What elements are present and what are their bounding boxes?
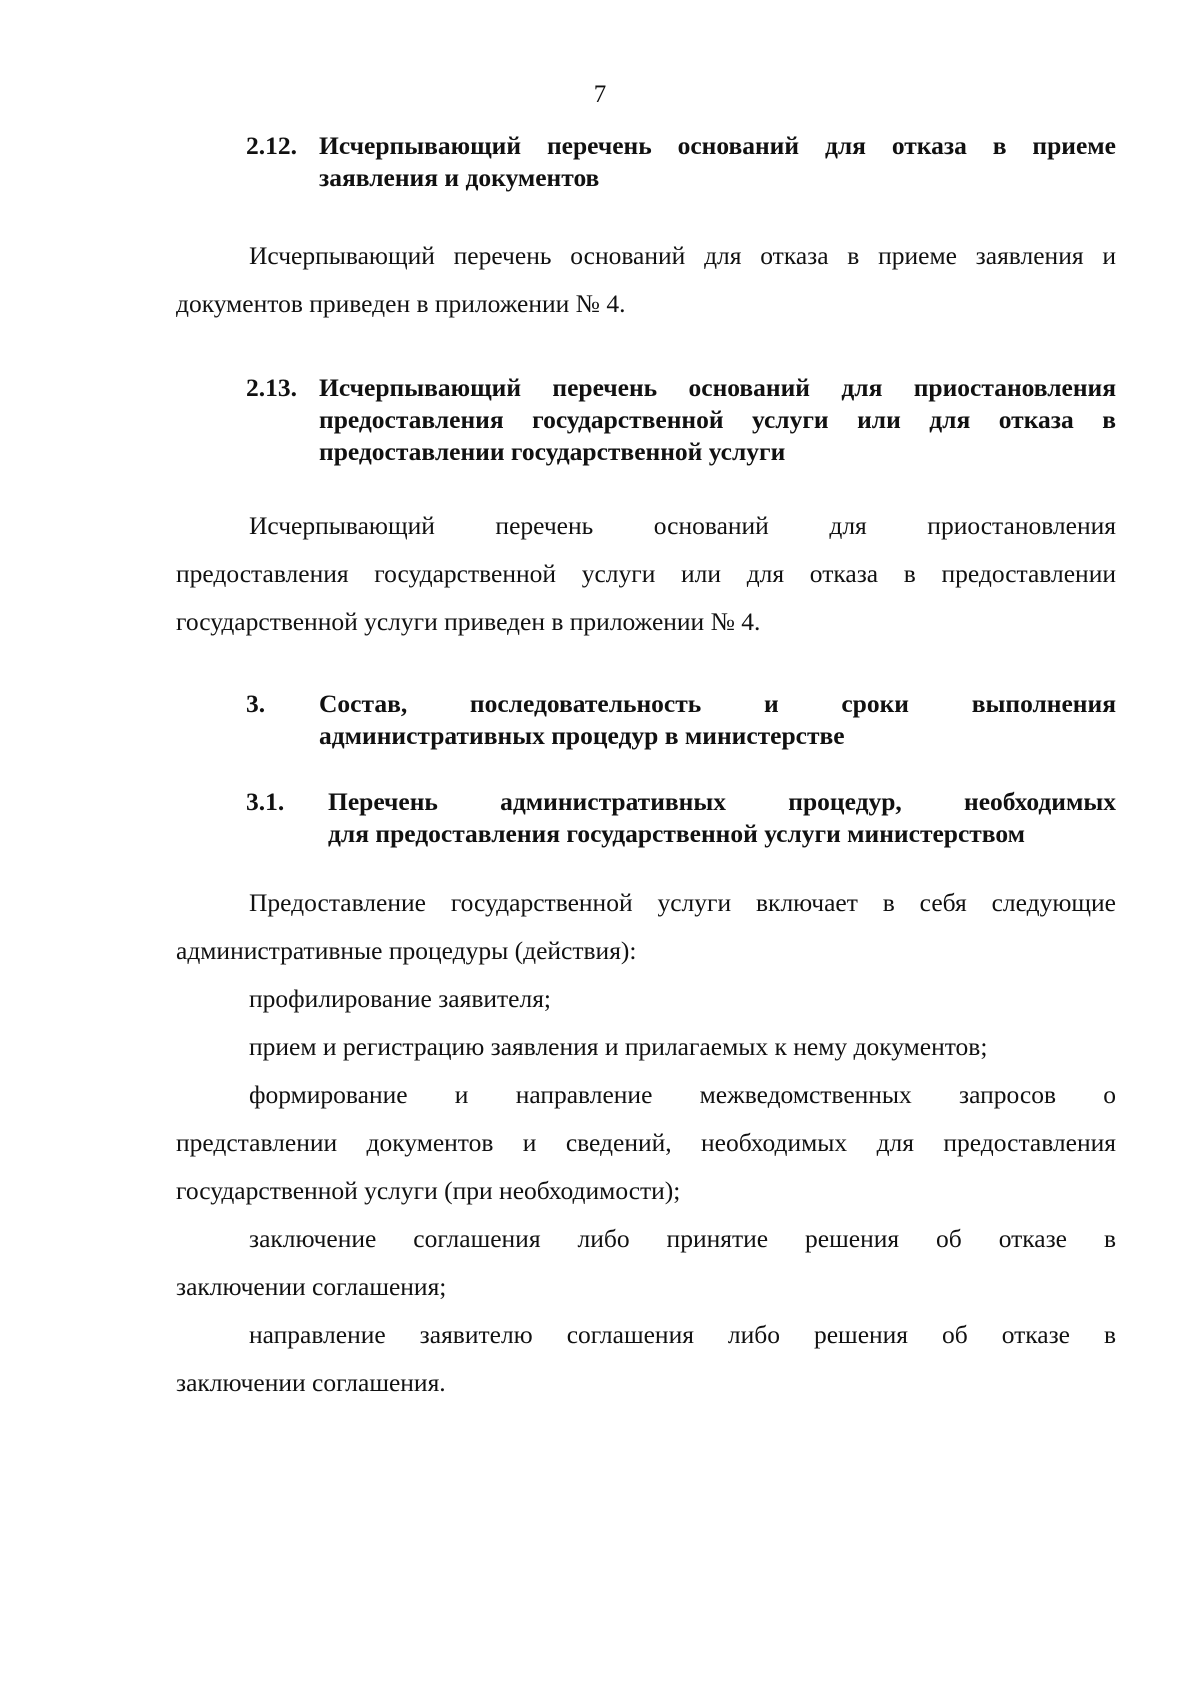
- paragraph-2-12: [176, 232, 1116, 328]
- section-heading-3: [246, 688, 1116, 758]
- list-item: заключение соглашения либо принятие решения об отказе в: [249, 1224, 1116, 1253]
- paragraph-line: Предоставление государственной услуги включает в себя следующие: [249, 888, 1116, 917]
- section-title-line: Перечень административных процедур, необходимых: [328, 787, 1116, 816]
- section-title-line: Исчерпывающий перечень оснований для отказа в приеме: [319, 131, 1116, 160]
- page-number: 7: [593, 81, 607, 108]
- section-number: 2.12.: [246, 131, 297, 160]
- section-title-line: Исчерпывающий перечень оснований для приостановления: [319, 373, 1116, 402]
- section-title-line: Состав, последовательность и сроки выполнения: [319, 689, 1116, 718]
- paragraph-3-1: [176, 879, 1116, 1407]
- section-title-line: предоставления государственной услуги или для отказа в: [319, 405, 1116, 434]
- paragraph-line: государственной услуги приведен в приложении № 4.: [176, 607, 761, 636]
- paragraph-line: Исчерпывающий перечень оснований для отказа в приеме заявления и: [249, 241, 1116, 270]
- list-item-continuation: государственной услуги (при необходимости);: [176, 1176, 681, 1205]
- list-item: профилирование заявителя;: [249, 984, 552, 1013]
- paragraph-line: Исчерпывающий перечень оснований для приостановления: [249, 511, 1116, 540]
- section-title: [319, 130, 1116, 194]
- section-title: [319, 688, 1116, 752]
- section-title: [319, 372, 1116, 468]
- section-number: 3.: [246, 689, 266, 718]
- paragraph-2-13: [176, 502, 1116, 646]
- list-item: направление заявителю соглашения либо решения об отказе в: [249, 1320, 1116, 1349]
- section-number: 3.1.: [246, 787, 285, 816]
- list-item-continuation: заключении соглашения;: [176, 1272, 447, 1301]
- list-item-continuation: заключении соглашения.: [176, 1368, 446, 1397]
- section-title-line: для предоставления государственной услуги министерством: [328, 819, 1026, 848]
- section-title-line: предоставлении государственной услуги: [319, 437, 786, 466]
- paragraph-line: административные процедуры (действия):: [176, 936, 637, 965]
- section-heading-2-12: [246, 130, 1116, 200]
- paragraph-line: документов приведен в приложении № 4.: [176, 289, 626, 318]
- section-heading-3-1: [246, 786, 1116, 856]
- section-number: 2.13.: [246, 373, 297, 402]
- section-title-line: заявления и документов: [319, 163, 600, 192]
- section-title-line: административных процедур в министерстве: [319, 721, 845, 750]
- section-heading-2-13: [246, 372, 1116, 472]
- list-item-continuation: представлении документов и сведений, необходимых для предоставления: [176, 1128, 1116, 1157]
- section-title: [328, 786, 1116, 850]
- paragraph-line: предоставления государственной услуги или для отказа в предоставлении: [176, 559, 1116, 588]
- list-item: прием и регистрацию заявления и прилагаемых к нему документов;: [249, 1032, 988, 1061]
- list-item: формирование и направление межведомственных запросов о: [249, 1080, 1116, 1109]
